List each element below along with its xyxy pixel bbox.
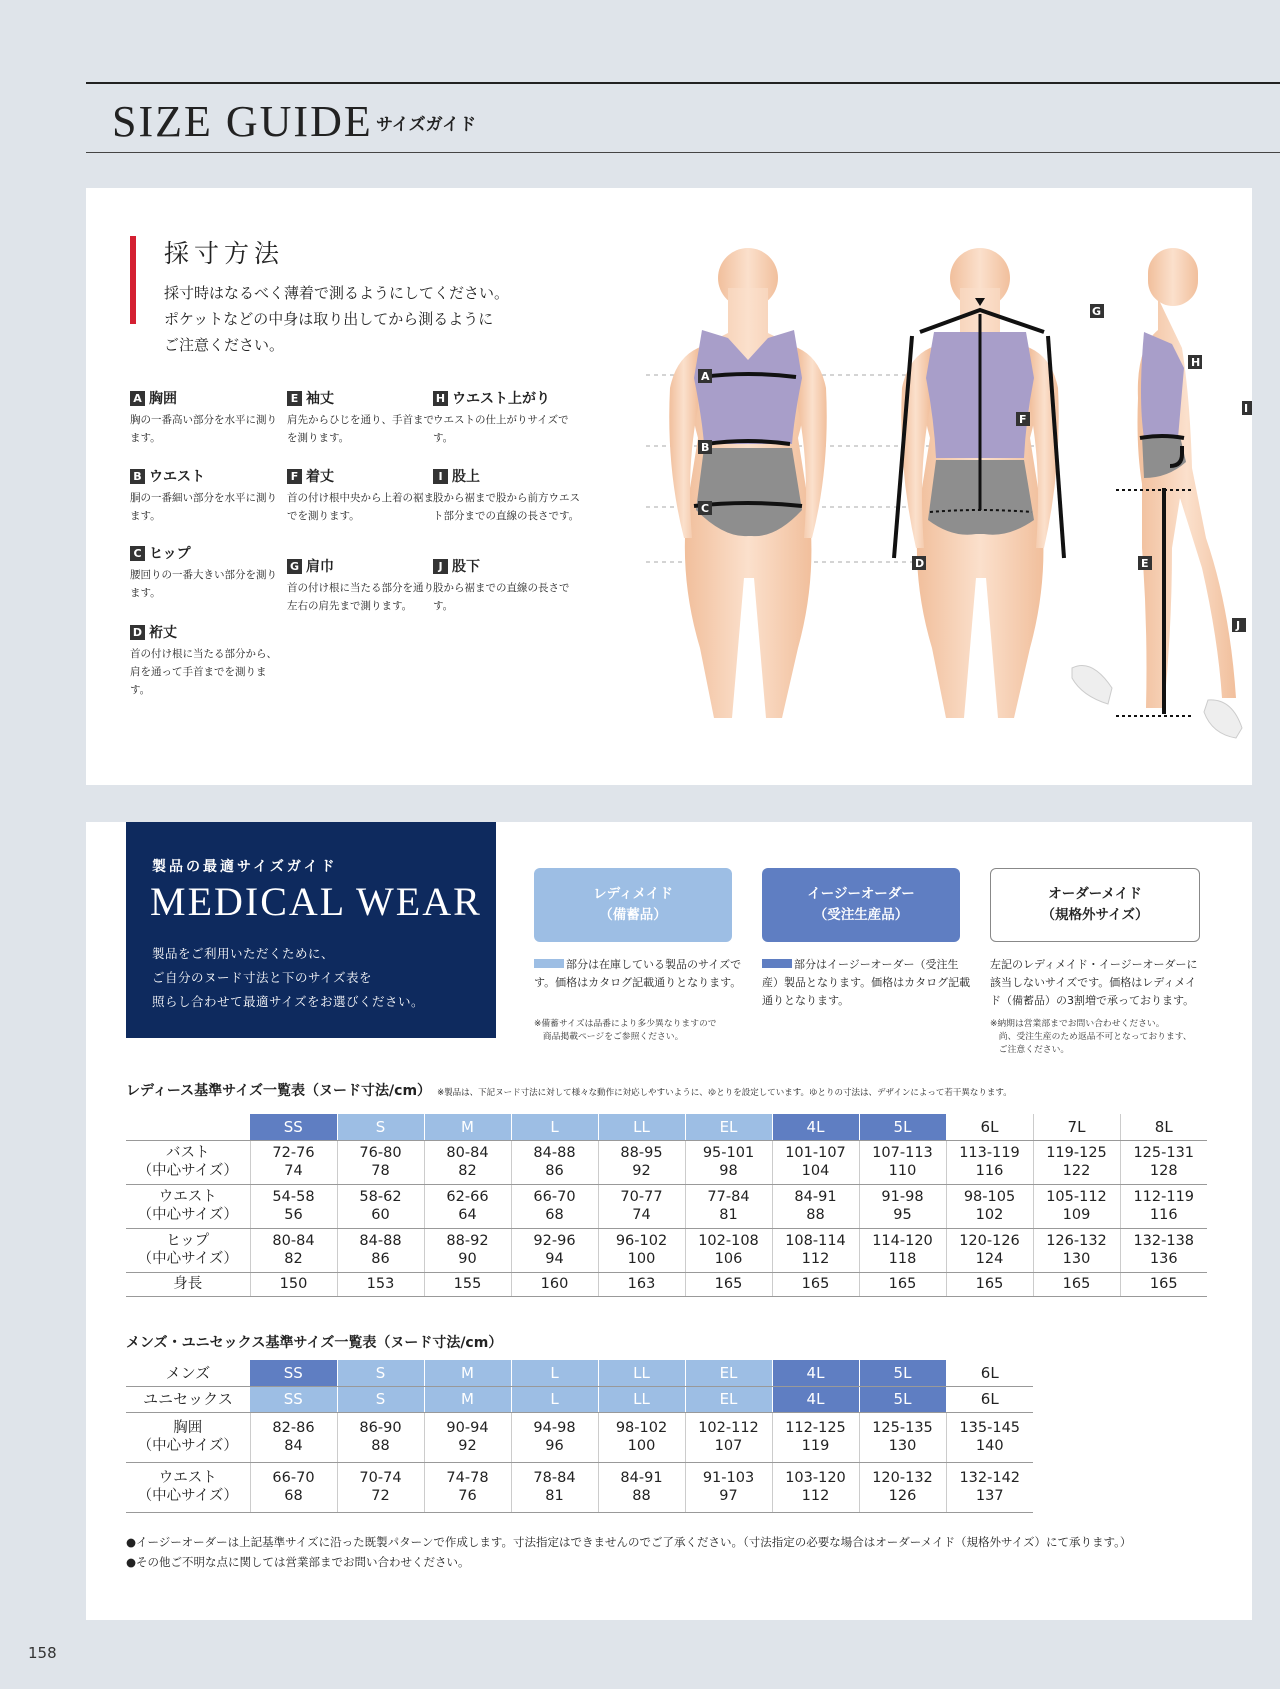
- table-cell: 150: [250, 1272, 337, 1296]
- measure-item-b: [130, 466, 280, 525]
- measure-item-name: 袖丈: [306, 391, 334, 407]
- size-header: M: [424, 1360, 511, 1386]
- table-cell: 78-84 81: [511, 1462, 598, 1512]
- table-cell: 165: [1033, 1272, 1120, 1296]
- order-made-note: ※納期は営業部までお問い合わせください。 尚、受注生産のため返品不可となっております、 ご注意ください。: [990, 1019, 1192, 1055]
- table-cell: 84-91 88: [772, 1184, 859, 1228]
- table-row: [126, 1412, 1033, 1462]
- measure-item-name: 着丈: [306, 469, 334, 485]
- size-header: L: [511, 1386, 598, 1412]
- table-cell: 88-92 90: [424, 1228, 511, 1272]
- measure-item-a: [130, 388, 280, 447]
- svg-text:F: F: [1019, 413, 1027, 426]
- header-rule-top: [86, 82, 1280, 84]
- measure-item-desc: 首の付け根に当たる部分を通り左右の肩先まで測ります。: [287, 582, 434, 612]
- measure-item-desc: 胸の一番高い部分を水平に測ります。: [130, 414, 277, 444]
- size-header: SS: [250, 1114, 337, 1140]
- category-easy-order: イージーオーダー （受注生産品）: [762, 868, 960, 942]
- size-header: SS: [250, 1360, 337, 1386]
- medical-wear-banner: [126, 822, 496, 1038]
- page-subtitle: サイズガイド: [376, 115, 477, 135]
- size-header: M: [424, 1114, 511, 1140]
- accent-bar: [130, 236, 136, 324]
- measure-item-desc: 股から裾までの直線の長さです。: [433, 582, 570, 612]
- mens-table-title: メンズ・ユニセックス基準サイズ一覧表（ヌード寸法/cm）: [126, 1335, 503, 1351]
- size-header: 6L: [946, 1114, 1033, 1140]
- table-cell: 86-90 88: [337, 1412, 424, 1462]
- body-figures-illustration: [606, 248, 1252, 788]
- size-header: LL: [598, 1360, 685, 1386]
- letter-badge: D: [130, 625, 145, 640]
- ready-made-swatch: [534, 959, 564, 968]
- measure-item-g: [287, 556, 437, 615]
- table-cell: 88-95 92: [598, 1140, 685, 1184]
- size-header: S: [337, 1386, 424, 1412]
- table-cell: 91-98 95: [859, 1184, 946, 1228]
- table-cell: 96-102 100: [598, 1228, 685, 1272]
- table-cell: 66-70 68: [511, 1184, 598, 1228]
- measure-item-name: ウエスト上がり: [452, 391, 550, 407]
- svg-text:E: E: [1141, 557, 1149, 570]
- table-cell: 101-107 104: [772, 1140, 859, 1184]
- size-header: EL: [685, 1114, 772, 1140]
- measure-item-name: 股下: [452, 559, 480, 575]
- table-row: [126, 1184, 1207, 1228]
- table-cell: 77-84 81: [685, 1184, 772, 1228]
- measure-item-desc: ウエストの仕上がりサイズです。: [433, 414, 569, 444]
- row-label: バスト （中心サイズ）: [126, 1140, 250, 1184]
- size-header: LL: [598, 1386, 685, 1412]
- table-row: [126, 1228, 1207, 1272]
- letter-badge: C: [130, 546, 145, 561]
- size-header: 8L: [1120, 1114, 1207, 1140]
- table-cell: 74-78 76: [424, 1462, 511, 1512]
- size-header: EL: [685, 1360, 772, 1386]
- measure-item-desc: 胴の一番細い部分を水平に測ります。: [130, 492, 277, 522]
- table-cell: 135-145 140: [946, 1412, 1033, 1462]
- measure-item-f: [287, 466, 437, 525]
- table-cell: 125-135 130: [859, 1412, 946, 1462]
- measure-item-i: [433, 466, 583, 525]
- size-header: LL: [598, 1114, 685, 1140]
- letter-badge: J: [433, 559, 448, 574]
- table-cell: 92-96 94: [511, 1228, 598, 1272]
- table-cell: 114-120 118: [859, 1228, 946, 1272]
- table-cell: 82-86 84: [250, 1412, 337, 1462]
- measure-item-j: [433, 556, 583, 615]
- footnote-1: ●イージーオーダーは上記基準サイズに沿った既製パターンで作成します。寸法指定はできませんのでご了承ください。（寸法指定の必要な場合はオーダーメイド（規格外サイズ）にて承ります。）: [126, 1535, 1132, 1549]
- ladies-header-row: [126, 1114, 1207, 1140]
- size-header: S: [337, 1360, 424, 1386]
- measure-item-name: 股上: [452, 469, 480, 485]
- svg-text:A: A: [701, 370, 710, 383]
- ready-made-note: ※備蓄サイズは品番により多少異なりますので 商品掲載ページをご参照ください。: [534, 1019, 717, 1042]
- category-ready-made: レディメイド （備蓄品）: [534, 868, 732, 942]
- banner-description: 製品をご利用いただくために、 ご自分のヌード寸法と下のサイズ表を 照らし合わせて最適サイズをお選びください。: [152, 946, 425, 1009]
- category-order-made: オーダーメイド （規格外サイズ）: [990, 868, 1200, 942]
- row-label: メンズ: [126, 1360, 250, 1386]
- footnote-2: ●その他ご不明な点に関しては営業部までお問い合わせください。: [126, 1555, 470, 1569]
- page-number: 158: [28, 1644, 57, 1662]
- size-header: 6L: [946, 1386, 1033, 1412]
- measure-item-e: [287, 388, 437, 447]
- table-row: [126, 1272, 1207, 1296]
- table-cell: 84-88 86: [511, 1140, 598, 1184]
- row-label: 胸囲 （中心サイズ）: [126, 1412, 250, 1462]
- table-cell: 107-113 110: [859, 1140, 946, 1184]
- table-cell: 165: [685, 1272, 772, 1296]
- table-cell: 98-105 102: [946, 1184, 1033, 1228]
- table-cell: 70-74 72: [337, 1462, 424, 1512]
- measure-item-desc: 首の付け根に当たる部分から、肩を通って手首までを測ります。: [130, 648, 277, 696]
- mens-header-row: [126, 1360, 1033, 1386]
- category-easy-order-desc: 部分はイージーオーダー（受注生産）製品となります。価格はカタログ記載通りとなります。: [762, 958, 971, 1007]
- medical-wear-panel: [86, 822, 1252, 1620]
- svg-text:G: G: [1092, 305, 1102, 318]
- table-cell: 160: [511, 1272, 598, 1296]
- table-cell: 132-142 137: [946, 1462, 1033, 1512]
- table-cell: 105-112 109: [1033, 1184, 1120, 1228]
- letter-badge: E: [287, 391, 302, 406]
- page-title: SIZE GUIDE: [112, 97, 373, 146]
- table-row: [126, 1462, 1033, 1512]
- front-figure: [669, 248, 826, 718]
- ladies-table-title: レディース基準サイズ一覧表（ヌード寸法/cm） ※製品は、下記ヌード寸法に対して様々な動作に対応しやすいように、ゆとりを設定しています。ゆとりの寸法は、デザインによって若干異なります。: [126, 1083, 1012, 1099]
- table-cell: 70-77 74: [598, 1184, 685, 1228]
- size-header: 4L: [772, 1360, 859, 1386]
- table-cell: 165: [946, 1272, 1033, 1296]
- back-figure: [894, 248, 1064, 718]
- svg-text:J: J: [1236, 619, 1241, 632]
- size-header: SS: [250, 1386, 337, 1412]
- table-cell: 72-76 74: [250, 1140, 337, 1184]
- measure-item-desc: 肩先からひじを通り、手首までを測ります。: [287, 414, 434, 444]
- table-cell: 58-62 60: [337, 1184, 424, 1228]
- table-cell: 80-84 82: [424, 1140, 511, 1184]
- table-cell: 102-112 107: [685, 1412, 772, 1462]
- size-header: 5L: [859, 1386, 946, 1412]
- banner-kicker: 製品の最適サイズガイド: [152, 859, 338, 875]
- letter-badge: I: [433, 469, 448, 484]
- mens-size-table: [126, 1360, 1033, 1513]
- table-cell: 90-94 92: [424, 1412, 511, 1462]
- size-header: 5L: [859, 1360, 946, 1386]
- row-label: ヒップ （中心サイズ）: [126, 1228, 250, 1272]
- ladies-size-table: [126, 1114, 1207, 1297]
- measure-title: 採寸方法: [164, 239, 285, 268]
- table-cell: 119-125 122: [1033, 1140, 1120, 1184]
- size-header: 7L: [1033, 1114, 1120, 1140]
- table-cell: 66-70 68: [250, 1462, 337, 1512]
- size-header: L: [511, 1114, 598, 1140]
- table-cell: 120-126 124: [946, 1228, 1033, 1272]
- table-cell: 76-80 78: [337, 1140, 424, 1184]
- svg-text:D: D: [915, 557, 925, 570]
- easy-order-swatch: [762, 959, 792, 968]
- svg-text:C: C: [701, 502, 710, 515]
- svg-text:B: B: [701, 441, 710, 454]
- table-cell: 108-114 112: [772, 1228, 859, 1272]
- size-header: 4L: [772, 1114, 859, 1140]
- letter-badge: B: [130, 469, 145, 484]
- size-header: 4L: [772, 1386, 859, 1412]
- measure-item-name: 肩巾: [306, 559, 334, 575]
- table-cell: 126-132 130: [1033, 1228, 1120, 1272]
- table-cell: 112-125 119: [772, 1412, 859, 1462]
- measure-item-desc: 首の付け根中央から上着の裾までを測ります。: [287, 492, 434, 522]
- table-cell: 103-120 112: [772, 1462, 859, 1512]
- table-cell: 91-103 97: [685, 1462, 772, 1512]
- svg-text:I: I: [1244, 402, 1249, 415]
- banner-title: MEDICAL WEAR: [150, 879, 482, 924]
- row-label: ユニセックス: [126, 1386, 250, 1412]
- header-rule-bottom: [86, 152, 1280, 153]
- table-cell: 113-119 116: [946, 1140, 1033, 1184]
- row-label: ウエスト （中心サイズ）: [126, 1462, 250, 1512]
- measure-item-name: 裄丈: [149, 625, 177, 641]
- side-figure: [1072, 248, 1242, 738]
- category-ready-made-desc: 部分は在庫している製品のサイズです。価格はカタログ記載通りとなります。: [534, 958, 742, 989]
- category-order-made-desc: 左記のレディメイド・イージーオーダーに該当しないサイズです。価格はレディメイド（備蓄品）の3割増で承っております。: [990, 958, 1198, 1007]
- table-cell: 125-131 128: [1120, 1140, 1207, 1184]
- table-cell: 165: [859, 1272, 946, 1296]
- measure-item-c: [130, 543, 280, 602]
- measure-intro: 採寸時はなるべく薄着で測るようにしてください。 ポケットなどの中身は取り出してから測るように ご注意ください。: [164, 284, 510, 354]
- table-cell: 80-84 82: [250, 1228, 337, 1272]
- row-label: ウエスト （中心サイズ）: [126, 1184, 250, 1228]
- table-cell: 120-132 126: [859, 1462, 946, 1512]
- table-cell: 163: [598, 1272, 685, 1296]
- table-row: [126, 1140, 1207, 1184]
- table-cell: 98-102 100: [598, 1412, 685, 1462]
- measure-item-d: [130, 622, 280, 699]
- table-cell: 54-58 56: [250, 1184, 337, 1228]
- table-cell: 165: [1120, 1272, 1207, 1296]
- measurement-panel: [86, 188, 1252, 785]
- row-label: 身長: [126, 1272, 250, 1296]
- measure-item-desc: 股から裾まで股から前方ウエスト部分までの直線の長さです。: [433, 492, 580, 522]
- table-cell: 155: [424, 1272, 511, 1296]
- letter-badge: F: [287, 469, 302, 484]
- measure-item-name: ヒップ: [149, 546, 191, 562]
- measure-item-desc: 腰回りの一番大きい部分を測ります。: [130, 569, 277, 599]
- size-header: EL: [685, 1386, 772, 1412]
- size-header: 5L: [859, 1114, 946, 1140]
- size-header: S: [337, 1114, 424, 1140]
- letter-badge: H: [433, 391, 448, 406]
- table-cell: 102-108 106: [685, 1228, 772, 1272]
- size-header: L: [511, 1360, 598, 1386]
- unisex-header-row: [126, 1386, 1033, 1412]
- table-cell: 94-98 96: [511, 1412, 598, 1462]
- size-header: M: [424, 1386, 511, 1412]
- table-cell: 112-119 116: [1120, 1184, 1207, 1228]
- letter-badge: G: [287, 559, 302, 574]
- table-cell: 95-101 98: [685, 1140, 772, 1184]
- measure-item-name: 胸囲: [149, 391, 177, 407]
- table-cell: 165: [772, 1272, 859, 1296]
- measure-item-h: [433, 388, 583, 447]
- table-cell: 62-66 64: [424, 1184, 511, 1228]
- table-cell: 132-138 136: [1120, 1228, 1207, 1272]
- table-cell: 84-88 86: [337, 1228, 424, 1272]
- table-cell: 84-91 88: [598, 1462, 685, 1512]
- measure-item-name: ウエスト: [149, 469, 205, 485]
- letter-badge: A: [130, 391, 145, 406]
- table-cell: 153: [337, 1272, 424, 1296]
- size-header: 6L: [946, 1360, 1033, 1386]
- svg-text:H: H: [1191, 356, 1201, 369]
